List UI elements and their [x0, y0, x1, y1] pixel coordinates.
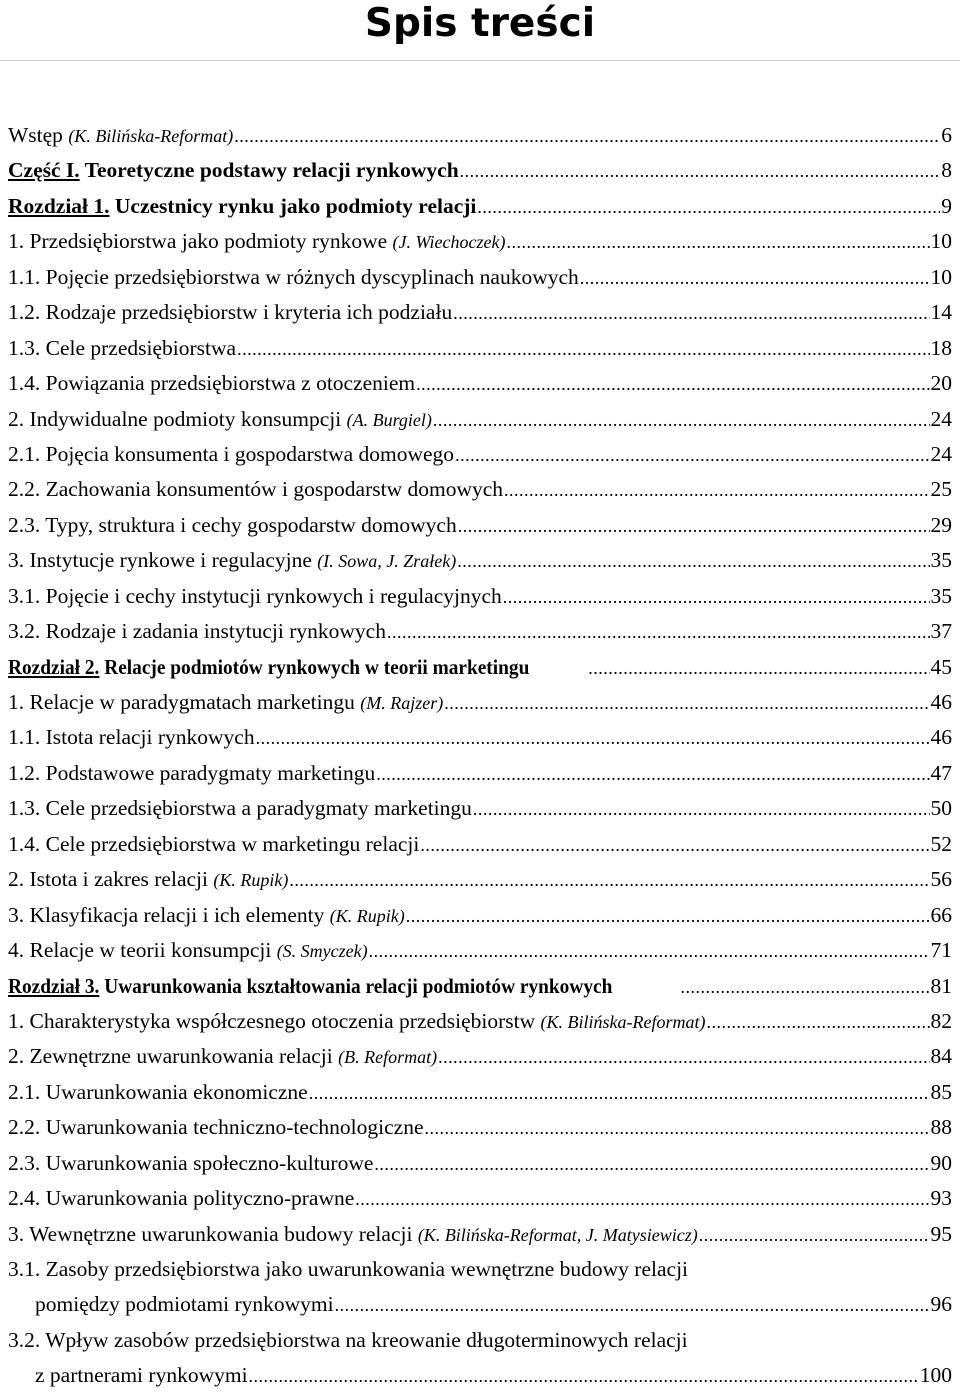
toc-entry-author: (K. Bilińska-Reformat)	[68, 126, 234, 146]
toc-page-number: 35	[930, 583, 952, 608]
toc-entry-text	[8, 118, 233, 154]
dot-leader	[335, 1288, 930, 1323]
toc-entry-title: 2.3. Typy, struktura i cechy gospodarstw domowych	[8, 512, 457, 537]
dot-leader	[416, 367, 929, 402]
toc-entry-text	[35, 1287, 334, 1322]
toc-entry[interactable]	[8, 933, 952, 968]
toc-entry-title: 2.1. Pojęcia konsumenta i gospodarstwa domowego	[8, 441, 455, 466]
dot-leader	[256, 721, 930, 756]
toc-entry[interactable]	[8, 118, 952, 153]
toc-entry-title: 1.3. Cele przedsiębiorstwa a paradygmaty marketingu	[8, 796, 472, 821]
dot-leader	[374, 1147, 929, 1182]
toc-entry-author: (I. Sowa, J. Zrałek)	[317, 551, 457, 572]
dot-leader	[477, 190, 940, 225]
toc-entry-text	[8, 1039, 437, 1075]
toc-entry-text	[8, 153, 459, 188]
dot-leader	[444, 686, 929, 721]
toc-entry-title: 1. Relacje w paradygmatach marketingu	[8, 690, 361, 714]
toc-entry-text	[8, 650, 587, 685]
toc-entry[interactable]	[8, 1252, 952, 1287]
dot-leader	[503, 580, 930, 615]
toc-entry-text	[8, 791, 472, 826]
toc-entry[interactable]	[8, 650, 952, 685]
toc-part-label: Rozdział 2.	[8, 654, 100, 679]
toc-entry-text	[8, 898, 405, 934]
toc-entry[interactable]	[8, 402, 952, 437]
toc-entry[interactable]	[8, 685, 952, 720]
dot-leader	[387, 615, 930, 650]
toc-entry-title: 3. Klasyfikacja relacji i ich elementy	[8, 902, 330, 927]
dot-leader	[457, 544, 929, 579]
dot-leader	[455, 438, 929, 473]
toc-entry-text	[8, 969, 680, 1004]
toc-page-number: 66	[930, 902, 952, 927]
dot-leader	[420, 828, 929, 863]
toc-page-number: 24	[930, 406, 952, 431]
toc-entry-title: 3.2. Rodzaje i zadania instytucji rynkowych	[8, 619, 386, 644]
dot-leader	[438, 1040, 929, 1075]
toc-entry-text	[8, 720, 255, 755]
toc-entry-title: 3.1. Zasoby przedsiębiorstwa jako uwarunkowania wewnętrzne budowy relacji	[8, 1257, 689, 1281]
toc-page-number: 8	[941, 158, 952, 183]
toc-page-number: 100	[919, 1363, 952, 1388]
page-title: Spis treści	[364, 1, 596, 46]
toc-entry-title: Uwarunkowania kształtowania relacji podmiotów rynkowych	[99, 973, 613, 998]
toc-entry[interactable]	[8, 437, 952, 472]
toc-entry[interactable]	[8, 153, 952, 188]
toc-page-number: 93	[930, 1186, 952, 1211]
toc-entry[interactable]	[8, 1075, 952, 1110]
toc-entry-text	[35, 1358, 248, 1393]
toc-entry[interactable]	[8, 1217, 952, 1252]
dot-leader	[309, 1076, 930, 1111]
toc-page-number: 10	[930, 229, 952, 254]
toc-page-number: 46	[930, 725, 952, 750]
toc-entry-title: 2. Zewnętrzne uwarunkowania relacji	[8, 1044, 339, 1069]
dot-leader	[681, 970, 930, 1005]
toc-entry-title: Uczestnicy rynku jako podmioty relacji	[109, 193, 477, 218]
toc-page-number: 37	[930, 619, 952, 644]
toc-entry[interactable]	[8, 579, 952, 614]
toc-page-number: 18	[930, 335, 952, 360]
toc-entry-text	[8, 437, 454, 472]
toc-entry[interactable]	[8, 260, 952, 295]
toc-entry-author: (A. Burgiel)	[346, 409, 432, 430]
toc-entry[interactable]	[8, 295, 952, 330]
dot-leader	[506, 225, 929, 260]
toc-entry-title: 1.3. Cele przedsiębiorstwa	[8, 335, 237, 360]
table-of-contents	[8, 118, 952, 1394]
toc-entry-text	[8, 614, 386, 649]
toc-part-label: Rozdział 1.	[8, 193, 110, 218]
dot-leader	[707, 1005, 930, 1040]
toc-entry-text	[8, 1110, 424, 1145]
toc-entry-author: (S. Smyczek)	[276, 941, 368, 962]
toc-entry-author: (B. Reformat)	[338, 1047, 438, 1068]
toc-page-number: 56	[930, 867, 952, 892]
toc-entry[interactable]	[8, 1358, 952, 1393]
toc-entry-text	[8, 1252, 688, 1287]
toc-entry-author: (J. Wiechoczek)	[392, 232, 506, 253]
toc-entry-title: 1.4. Cele przedsiębiorstwa w marketingu relacji	[8, 831, 420, 856]
toc-entry[interactable]	[8, 331, 952, 366]
dot-leader	[369, 934, 930, 969]
toc-entry-title: 2. Istota i zakres relacji	[8, 867, 214, 892]
toc-entry[interactable]	[8, 543, 952, 578]
toc-page-number: 81	[930, 973, 952, 998]
toc-entry-title: Teoretyczne podstawy relacji rynkowych	[79, 158, 459, 183]
toc-entry-text	[8, 543, 456, 579]
dot-leader	[458, 509, 930, 544]
toc-entry-title: 1.2. Rodzaje przedsiębiorstw i kryteria ich podziału	[8, 300, 453, 325]
toc-page-number: 10	[930, 264, 952, 289]
toc-page-number: 6	[941, 123, 952, 147]
dot-leader	[425, 1111, 930, 1146]
toc-entry[interactable]	[8, 1110, 952, 1145]
toc-entry-text	[8, 862, 288, 898]
toc-entry-title: 1.1. Istota relacji rynkowych	[8, 725, 255, 750]
toc-page-number: 29	[930, 512, 952, 537]
toc-entry-author: (K. Bilińska-Reformat)	[540, 1011, 706, 1032]
toc-entry-title: 1.4. Powiązania przedsiębiorstwa z otoczeniem	[8, 371, 416, 396]
toc-entry[interactable]	[8, 720, 952, 755]
toc-page-number: 47	[930, 760, 952, 785]
toc-entry-title: z partnerami rynkowymi	[35, 1363, 248, 1388]
toc-entry-title: 2.3. Uwarunkowania społeczno-kulturowe	[8, 1150, 374, 1175]
toc-entry[interactable]	[8, 1004, 952, 1039]
dot-leader	[460, 154, 941, 189]
toc-entry[interactable]	[8, 827, 952, 862]
toc-entry[interactable]	[8, 791, 952, 826]
toc-entry-text	[8, 366, 415, 401]
toc-entry-title: 1.1. Pojęcie przedsiębiorstwa w różnych dyscyplinach naukowych	[8, 264, 579, 289]
toc-entry-title: 3.1. Pojęcie i cechy instytucji rynkowych i regulacyjnych	[8, 583, 502, 608]
toc-entry-text	[8, 295, 452, 330]
dot-leader	[376, 757, 929, 792]
toc-page-number: 45	[930, 654, 952, 679]
toc-entry[interactable]	[8, 969, 952, 1004]
toc-page-number: 82	[930, 1008, 952, 1033]
toc-entry[interactable]	[8, 508, 952, 543]
toc-page-number: 88	[930, 1115, 952, 1140]
toc-page-number: 35	[930, 548, 952, 573]
toc-entry-title: 4. Relacje w teorii konsumpcji	[8, 938, 277, 963]
toc-entry-title: 3.2. Wpływ zasobów przedsiębiorstwa na kreowanie długoterminowych relacji	[8, 1327, 688, 1352]
toc-entry-author: (K. Rupik)	[329, 905, 405, 926]
toc-page-number: 46	[930, 690, 952, 714]
toc-entry-text	[8, 331, 236, 366]
toc-page-number: 52	[930, 831, 952, 856]
toc-entry[interactable]	[8, 189, 952, 224]
toc-entry-text	[8, 1075, 308, 1110]
toc-entry-title: 1. Charakterystyka współczesnego otoczenia przedsiębiorstw	[8, 1008, 541, 1033]
toc-entry-text	[8, 1004, 706, 1040]
toc-entry-text	[8, 1146, 373, 1181]
dot-leader	[237, 332, 929, 367]
toc-page-number: 24	[930, 441, 952, 466]
toc-entry-text	[8, 260, 579, 295]
dot-leader	[504, 473, 929, 508]
toc-page-number: 20	[930, 371, 952, 396]
dot-leader	[234, 119, 940, 154]
toc-entry-title: pomiędzy podmiotami rynkowymi	[35, 1292, 334, 1317]
toc-entry[interactable]	[8, 898, 952, 933]
toc-entry-text	[8, 1181, 354, 1216]
toc-entry-author: (K. Bilińska-Reformat, J. Matysiewicz)	[417, 1224, 698, 1245]
toc-entry[interactable]	[8, 472, 952, 507]
toc-page-number: 90	[930, 1150, 952, 1175]
toc-entry-title: 2.2. Uwarunkowania techniczno-technologiczne	[8, 1115, 424, 1140]
toc-entry-title: 1. Przedsiębiorstwa jako podmioty rynkowe	[8, 229, 393, 254]
toc-page-number: 71	[930, 938, 952, 963]
toc-page-number: 9	[941, 193, 952, 218]
toc-entry[interactable]	[8, 614, 952, 649]
toc-entry-title: 3. Wewnętrzne uwarunkowania budowy relacji	[8, 1221, 418, 1246]
toc-entry-title: Wstęp	[8, 123, 69, 147]
toc-entry-text	[8, 1323, 688, 1358]
toc-entry-title: Relacje podmiotów rynkowych w teorii marketingu	[99, 654, 530, 679]
toc-entry-text	[8, 1217, 698, 1253]
toc-entry-text	[8, 579, 502, 614]
toc-entry[interactable]	[8, 756, 952, 791]
dot-leader	[249, 1359, 919, 1394]
toc-page-number: 85	[930, 1079, 952, 1104]
toc-entry-text	[8, 472, 503, 507]
toc-entry[interactable]	[8, 1146, 952, 1181]
toc-entry-text	[8, 827, 419, 862]
dot-leader	[699, 1218, 930, 1253]
toc-page-number: 50	[930, 796, 952, 821]
toc-entry-text	[8, 402, 432, 438]
toc-entry-title: 2.4. Uwarunkowania polityczno-prawne	[8, 1186, 355, 1211]
toc-entry[interactable]	[8, 224, 952, 259]
dot-leader	[433, 403, 930, 438]
toc-entry[interactable]	[8, 1323, 952, 1358]
dot-leader	[580, 261, 930, 296]
toc-entry-author: (M. Rajzer)	[360, 693, 444, 713]
toc-entry-text	[8, 685, 443, 721]
toc-part-label: Część I.	[8, 158, 80, 183]
toc-entry-text	[8, 224, 505, 260]
toc-entry-title: 1.2. Podstawowe paradygmaty marketingu	[8, 760, 376, 785]
toc-part-label: Rozdział 3.	[8, 973, 100, 998]
toc-entry-text	[8, 756, 375, 791]
toc-entry-text	[8, 508, 457, 543]
toc-page-number: 96	[930, 1292, 952, 1317]
toc-page-number: 84	[930, 1044, 952, 1069]
toc-entry[interactable]	[8, 1287, 952, 1322]
toc-entry-title: 2. Indywidualne podmioty konsumpcji	[8, 406, 347, 431]
dot-leader	[588, 651, 929, 686]
toc-entry[interactable]	[8, 366, 952, 401]
toc-page-number: 14	[930, 300, 952, 325]
toc-entry-text	[8, 189, 476, 224]
toc-entry-author: (K. Rupik)	[213, 870, 289, 891]
toc-page-number: 25	[930, 477, 952, 502]
toc-entry[interactable]	[8, 1181, 952, 1216]
toc-entry[interactable]	[8, 1039, 952, 1074]
dot-leader	[473, 792, 930, 827]
toc-page-number: 95	[930, 1221, 952, 1246]
dot-leader	[406, 899, 930, 934]
dot-leader	[453, 296, 929, 331]
dot-leader	[289, 863, 929, 898]
toc-entry-text	[8, 933, 368, 969]
toc-entry-title: 3. Instytucje rynkowe i regulacyjne	[8, 548, 318, 573]
toc-entry-title: 2.1. Uwarunkowania ekonomiczne	[8, 1079, 308, 1104]
title-divider	[0, 60, 960, 61]
dot-leader	[355, 1182, 929, 1217]
toc-entry-title: 2.2. Zachowania konsumentów i gospodarstw domowych	[8, 477, 504, 502]
toc-entry[interactable]	[8, 862, 952, 897]
